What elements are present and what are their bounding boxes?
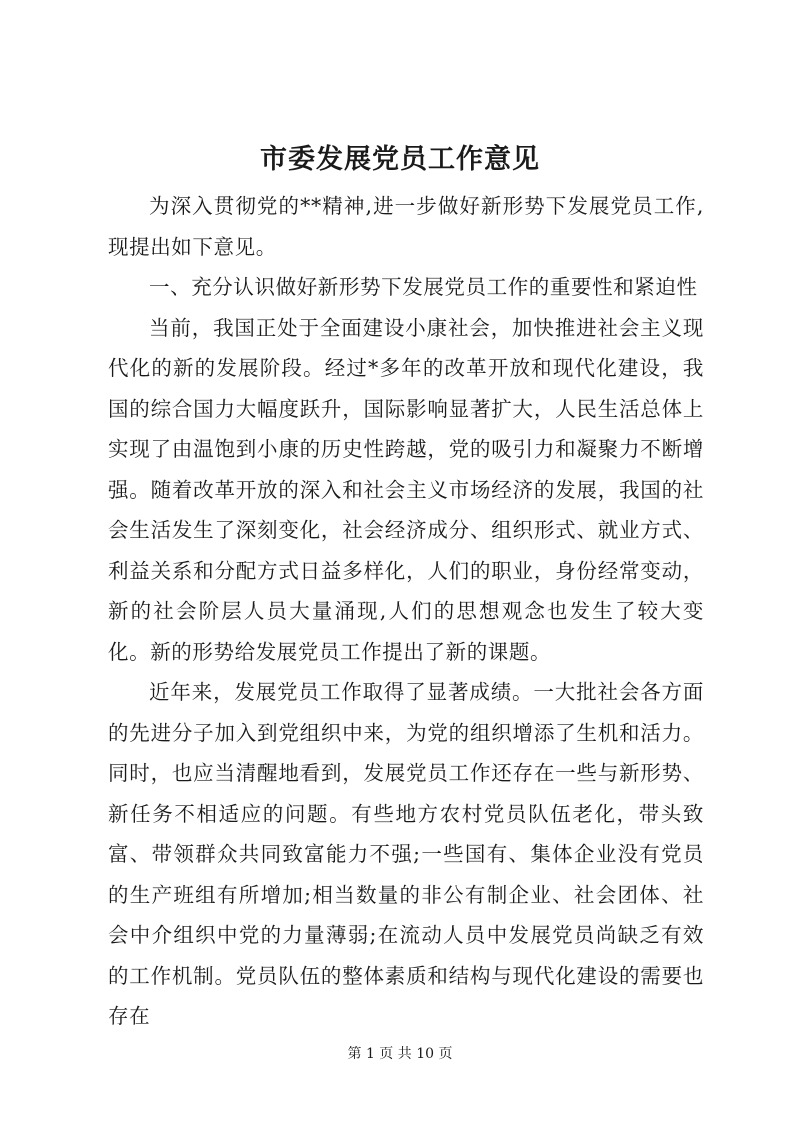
paragraph-intro: 为深入贯彻党的**精神,进一步做好新形势下发展党员工作,现提出如下意见。 [108, 194, 704, 259]
document-body [108, 186, 704, 1037]
paragraph-current-situation: 当前，我国正处于全面建设小康社会，加快推进社会主义现代化的新的发展阶段。经过*多年的改革开放和现代化建设，我国的综合国力大幅度跃升，国际影响显著扩大，人民生活总体上实现了由温饱到小康的历史性跨越，党的吸引力和凝聚力不断增强。随着改革开放的深入和社会主义市场经济的发展，我国的社会生活发生了深刻变化，社会经济成分、组织形式、就业方式、利益关系和分配方式日益多样化，人们的职业，身份经常变动，新的社会阶层人员大量涌现,人们的思想观念也发生了较大变化。新的形势给发展党员工作提出了新的课题。 [108, 315, 704, 664]
document-title: 市委发展党员工作意见 [260, 144, 540, 175]
paragraph-recent-years: 近年来，发展党员工作取得了显著成绩。一大批社会各方面的先进分子加入到党组织中来，为党的组织增添了生机和活力。同时，也应当清醒地看到，发展党员工作还存在一些与新形势、新任务不相适应的问题。有些地方农村党员队伍老化，带头致富、带领群众共同致富能力不强;一些国有、集体企业没有党员的生产班组有所增加;相当数量的非公有制企业、社会团体、社会中介组织中党的力量薄弱;在流动人员中发展党员尚缺乏有效的工作机制。党员队伍的整体素质和结构与现代化建设的需要也存在 [108, 680, 704, 1028]
section-heading: 一、充分认识做好新形势下发展党员工作的重要性和紧迫性 [149, 275, 698, 299]
page-footer: 第 1 页 共 10 页 [347, 1046, 453, 1062]
